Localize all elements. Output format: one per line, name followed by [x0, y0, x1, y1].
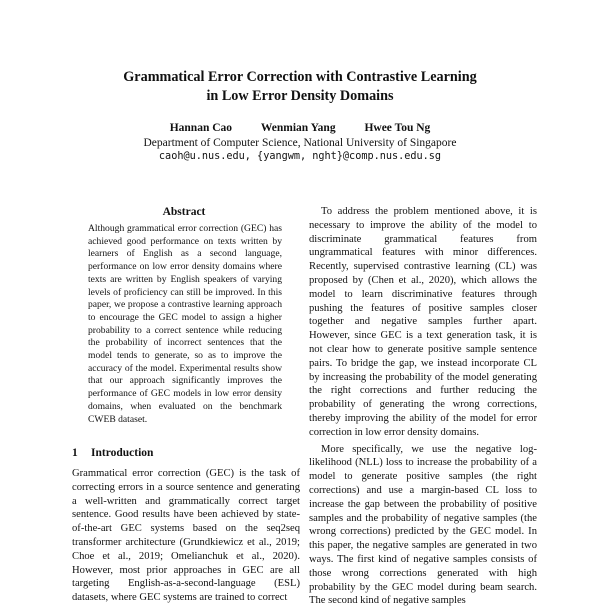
- abstract-heading: Abstract: [162, 206, 206, 218]
- author-name: Wenmian Yang: [260, 122, 336, 134]
- body-paragraph: Grammatical error correction (GEC) is the task of correcting errors in a source sentence and generating a well-written and grammatically correct target sentence. Good results have been achieved by state-of-the-art GEC systems based on the seq2seq transformer architecture (Grundkiewicz et al., 2019; Choe et al., 2019; Omelianchuk et al., 2020). However, most prior approaches in GEC are all targeting English-as-a-second-language (ESL) datasets, where GEC systems are trained to correct: [72, 468, 300, 604]
- right-column: [309, 205, 537, 608]
- section-heading: [72, 446, 302, 460]
- author-emails: caoh@u.nus.edu, {yangwm, nght}@comp.nus.edu.sg: [158, 151, 442, 162]
- section-title: Introduction: [91, 447, 154, 459]
- body-paragraph: To address the problem mentioned above, it is necessary to improve the ability of the model to discriminate grammatical features from ungrammatical features with minor differences. Recently, supervised contrastive learning (CL) was proposed by (Chen et al., 2020), which allows the model to learn discriminative features through pushing the features of positive samples closer together and negative samples further apart. However, since GEC is a text generation task, it is not clear how to generate positive sample sentence pairs. To bridge the gap, we instead incorporate CL by increasing the probability of the model generating the right corrections and further reducing the probability of generating the wrong corrections, thereby improving the ability of the model for error correction in low error density domains.: [309, 206, 537, 438]
- paper-title-line-1: Grammatical Error Correction with Contrastive Learning: [123, 69, 477, 85]
- author-list: [0, 121, 600, 135]
- section-number: 1: [72, 447, 78, 459]
- paper-title: [0, 68, 600, 106]
- author-name: Hannan Cao: [169, 122, 233, 134]
- body-paragraph: More specifically, we use the negative log-likelihood (NLL) loss to increase the probability of a model to generate positive samples (the right corrections) and use a margin-based CL loss to increase the gap between the probability of positive samples and the probability of negative samples (the wrong corrections) predicted by the GEC model. In this paper, the negative samples are generated in two ways. The first kind of negative samples consists of those wrong corrections generated with high probability by the GEC model during beam search. The second kind of negative samples: [309, 443, 537, 607]
- introduction-text: [72, 467, 300, 605]
- abstract-text: Although grammatical error correction (GEC) has achieved good performance on texts written by learners of English as a second language, performance on low error density domains where texts are written by English speakers of varying levels of proficiency can still be improved. In this paper, we propose a contrastive learning approach to encourage the GEC model to assign a higher probability to a correct sentence while reducing the probability of incorrect sentences that the model tends to generate, so as to improve the accuracy of the model. Experimental results show that our approach significantly improves the performance of GEC models in low error density domains, when evaluated on the benchmark CWEB dataset.: [88, 223, 282, 425]
- author-name: Hwee Tou Ng: [364, 122, 431, 134]
- paper-title-line-2: in Low Error Density Domains: [206, 88, 394, 104]
- affiliation: Department of Computer Science, National University of Singapore: [143, 137, 457, 149]
